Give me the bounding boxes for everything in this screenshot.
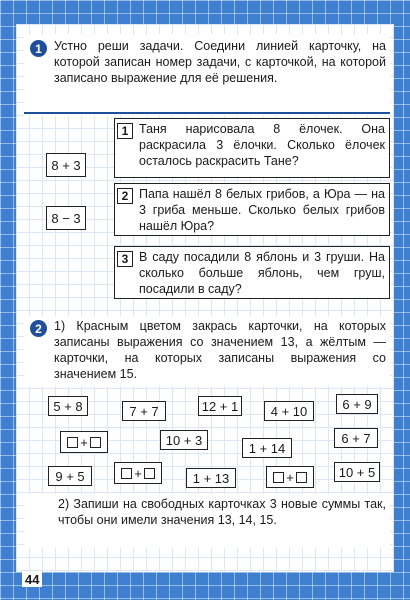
blank-sum-card[interactable]: + — [60, 431, 108, 453]
sum-card[interactable]: 10 + 5 — [334, 462, 380, 482]
task2-part2-instruction: 2) Запиши на свободных карточках 3 новые суммы так, чтобы они имели значения 13, 14, 15. — [58, 497, 386, 527]
page-number: 44 — [22, 572, 42, 587]
blank-square — [144, 468, 155, 479]
blank-square — [273, 472, 284, 483]
problem-number: 1 — [117, 123, 133, 139]
task2-number: 2 — [30, 320, 47, 337]
sum-card[interactable]: 12 + 1 — [198, 396, 242, 416]
problem-text: В саду посадили 8 яблонь и 3 груши. На сколько больше яблонь, чем груш, посадили в саду? — [139, 250, 385, 296]
expression-card-2[interactable]: 8 − 3 — [46, 206, 86, 230]
blank-sum-card[interactable]: + — [266, 466, 314, 488]
sum-card[interactable]: 1 + 13 — [186, 468, 236, 488]
sum-card[interactable]: 1 + 14 — [242, 438, 292, 458]
problem-card-1[interactable] — [114, 118, 390, 178]
task1-instruction: Устно реши задачи. Соедини линией карточку, на которой записан номер задачи, с карточкой, на которой записано выражение для её решения. — [54, 39, 386, 85]
sum-card[interactable]: 5 + 8 — [48, 396, 88, 416]
blank-square — [67, 437, 78, 448]
sum-card[interactable]: 9 + 5 — [48, 466, 92, 486]
problem-number: 2 — [117, 188, 133, 204]
sum-card[interactable]: 7 + 7 — [122, 401, 166, 421]
sum-card[interactable]: 6 + 9 — [336, 394, 378, 414]
task2-part1-instruction: 1) Красным цветом закрась карточки, на которых записаны выражения со значением 13, а жёлтым — карточки, на которых записаны выражения со значением 15. — [54, 319, 386, 381]
blank-square — [90, 437, 101, 448]
problem-number: 3 — [117, 251, 133, 267]
sum-card[interactable]: 4 + 10 — [264, 401, 314, 421]
problem-card-3[interactable] — [114, 246, 390, 299]
blank-square — [121, 468, 132, 479]
blank-sum-card[interactable]: + — [114, 462, 162, 484]
problem-text: Таня нарисовала 8 ёлочек. Она раскрасила 3 ёлочки. Сколько ёлочек осталось раскрасить Тане? — [139, 122, 385, 168]
sum-card[interactable]: 6 + 7 — [334, 428, 378, 448]
sum-card[interactable]: 10 + 3 — [160, 430, 208, 450]
problem-card-2[interactable] — [114, 183, 390, 236]
divider — [24, 112, 390, 114]
expression-card-1[interactable]: 8 + 3 — [46, 153, 86, 177]
task1-number: 1 — [30, 40, 47, 57]
problem-text: Папа нашёл 8 белых грибов, а Юра — на 3 гриба меньше. Сколько белых грибов нашёл Юра? — [139, 187, 385, 233]
blank-square — [296, 472, 307, 483]
